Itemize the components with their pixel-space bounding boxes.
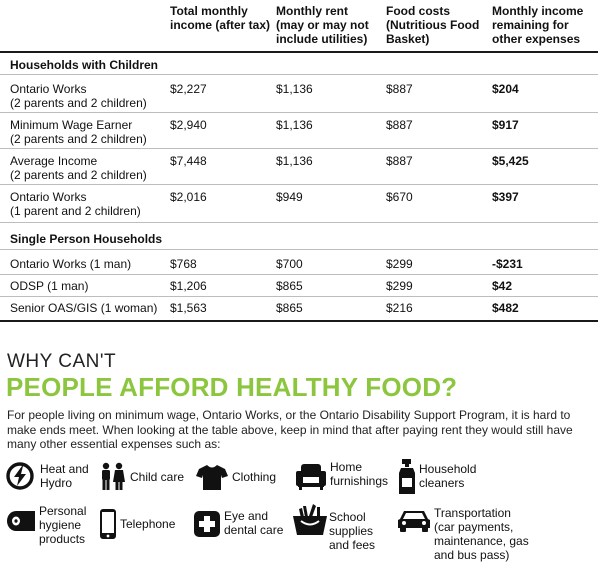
cell-remaining: $204 xyxy=(492,82,519,96)
cell-food: $887 xyxy=(386,118,413,132)
row-divider xyxy=(0,148,598,149)
cell-remaining: $917 xyxy=(492,118,519,132)
row-label: Average Income (2 parents and 2 children) xyxy=(10,154,147,182)
expense-label: Eye and dental care xyxy=(224,509,284,537)
header-food: Food costs (Nutritious Food Basket) xyxy=(386,4,480,46)
cell-remaining: $42 xyxy=(492,279,513,293)
row-label: Ontario Works (1 man) xyxy=(10,257,132,271)
cell-income: $7,448 xyxy=(170,154,207,168)
row-label: Ontario Works (2 parents and 2 children) xyxy=(10,82,147,110)
row-divider xyxy=(0,74,598,75)
expense-label: Child care xyxy=(130,470,185,484)
expense-telephone xyxy=(100,509,175,539)
expense-transportation xyxy=(398,508,529,562)
cell-rent: $1,136 xyxy=(276,82,313,96)
expense-heat-hydro xyxy=(6,462,89,490)
cell-food: $887 xyxy=(386,154,413,168)
armchair-icon xyxy=(296,462,326,490)
row-divider xyxy=(0,184,598,185)
expense-label: Telephone xyxy=(120,517,176,531)
cell-rent: $1,136 xyxy=(276,154,313,168)
cell-income: $1,563 xyxy=(170,301,207,315)
cell-income: $2,016 xyxy=(170,190,207,204)
cell-remaining: $397 xyxy=(492,190,519,204)
row-divider xyxy=(0,112,598,113)
school-supplies-icon xyxy=(293,504,327,536)
expense-personal-hygiene xyxy=(6,504,87,546)
cell-income: $2,940 xyxy=(170,118,207,132)
spray-bottle-icon xyxy=(398,459,416,495)
header-income: Total monthly income (after tax) xyxy=(170,4,271,32)
cell-food: $216 xyxy=(386,301,413,315)
row-divider xyxy=(0,249,598,250)
row-divider xyxy=(0,222,598,223)
row-label: ODSP (1 man) xyxy=(10,279,89,293)
car-icon xyxy=(398,508,430,532)
expense-label: Transportation (car payments, maintenance, gas and bus pass) xyxy=(434,506,529,562)
section-title-children: Households with Children xyxy=(10,58,159,72)
phone-icon xyxy=(100,509,116,539)
expense-home-furnishings xyxy=(296,462,388,490)
expense-label: Personal hygiene products xyxy=(39,504,87,546)
cell-remaining: -$231 xyxy=(492,257,523,271)
medical-cross-icon xyxy=(194,511,220,537)
expense-child-care xyxy=(100,462,184,492)
cell-rent: $949 xyxy=(276,190,303,204)
heading-line1: WHY CAN'T xyxy=(7,351,117,372)
row-divider xyxy=(0,296,598,297)
table-bottom-rule xyxy=(0,320,598,322)
cell-income: $768 xyxy=(170,257,197,271)
expense-clothing xyxy=(196,463,276,491)
cell-rent: $865 xyxy=(276,301,303,315)
expense-household-cleaners xyxy=(398,459,476,495)
cell-food: $299 xyxy=(386,257,413,271)
cell-rent: $1,136 xyxy=(276,118,313,132)
cell-food: $670 xyxy=(386,190,413,204)
shirt-icon xyxy=(196,463,228,491)
intro-paragraph: For people living on minimum wage, Ontario Works, or the Ontario Disability Support Program, it is hard to make ends meet. When looking at the table above, keep in mind that after paying rent they would still have many other essential expenses such as: xyxy=(7,408,573,451)
expense-label: Household cleaners xyxy=(419,462,477,490)
cell-rent: $700 xyxy=(276,257,303,271)
header-rent: Monthly rent (may or may not include utilities) xyxy=(276,4,369,46)
cell-remaining: $482 xyxy=(492,301,519,315)
cell-remaining: $5,425 xyxy=(492,154,529,168)
expense-label: Clothing xyxy=(232,470,277,484)
row-divider xyxy=(0,274,598,275)
row-label: Ontario Works (1 parent and 2 children) xyxy=(10,190,141,218)
row-label: Senior OAS/GIS (1 woman) xyxy=(10,301,158,315)
expense-label: Heat and Hydro xyxy=(40,462,89,490)
table-top-rule xyxy=(0,51,598,53)
row-label: Minimum Wage Earner (2 parents and 2 children) xyxy=(10,118,147,146)
cell-income: $2,227 xyxy=(170,82,207,96)
power-icon xyxy=(6,462,34,490)
expense-label: School supplies and fees xyxy=(329,510,376,552)
children-icon xyxy=(100,462,126,492)
expense-school-supplies xyxy=(293,504,375,552)
heading-line2: PEOPLE AFFORD HEALTHY FOOD? xyxy=(6,372,458,402)
cell-rent: $865 xyxy=(276,279,303,293)
cell-food: $887 xyxy=(386,82,413,96)
section-title-single: Single Person Households xyxy=(10,232,163,246)
cell-food: $299 xyxy=(386,279,413,293)
header-remaining: Monthly income remaining for other expenses xyxy=(492,4,584,46)
expense-label: Home furnishings xyxy=(330,460,389,488)
cell-income: $1,206 xyxy=(170,279,207,293)
toilet-paper-icon xyxy=(6,508,36,534)
expense-eye-dental xyxy=(194,511,283,537)
